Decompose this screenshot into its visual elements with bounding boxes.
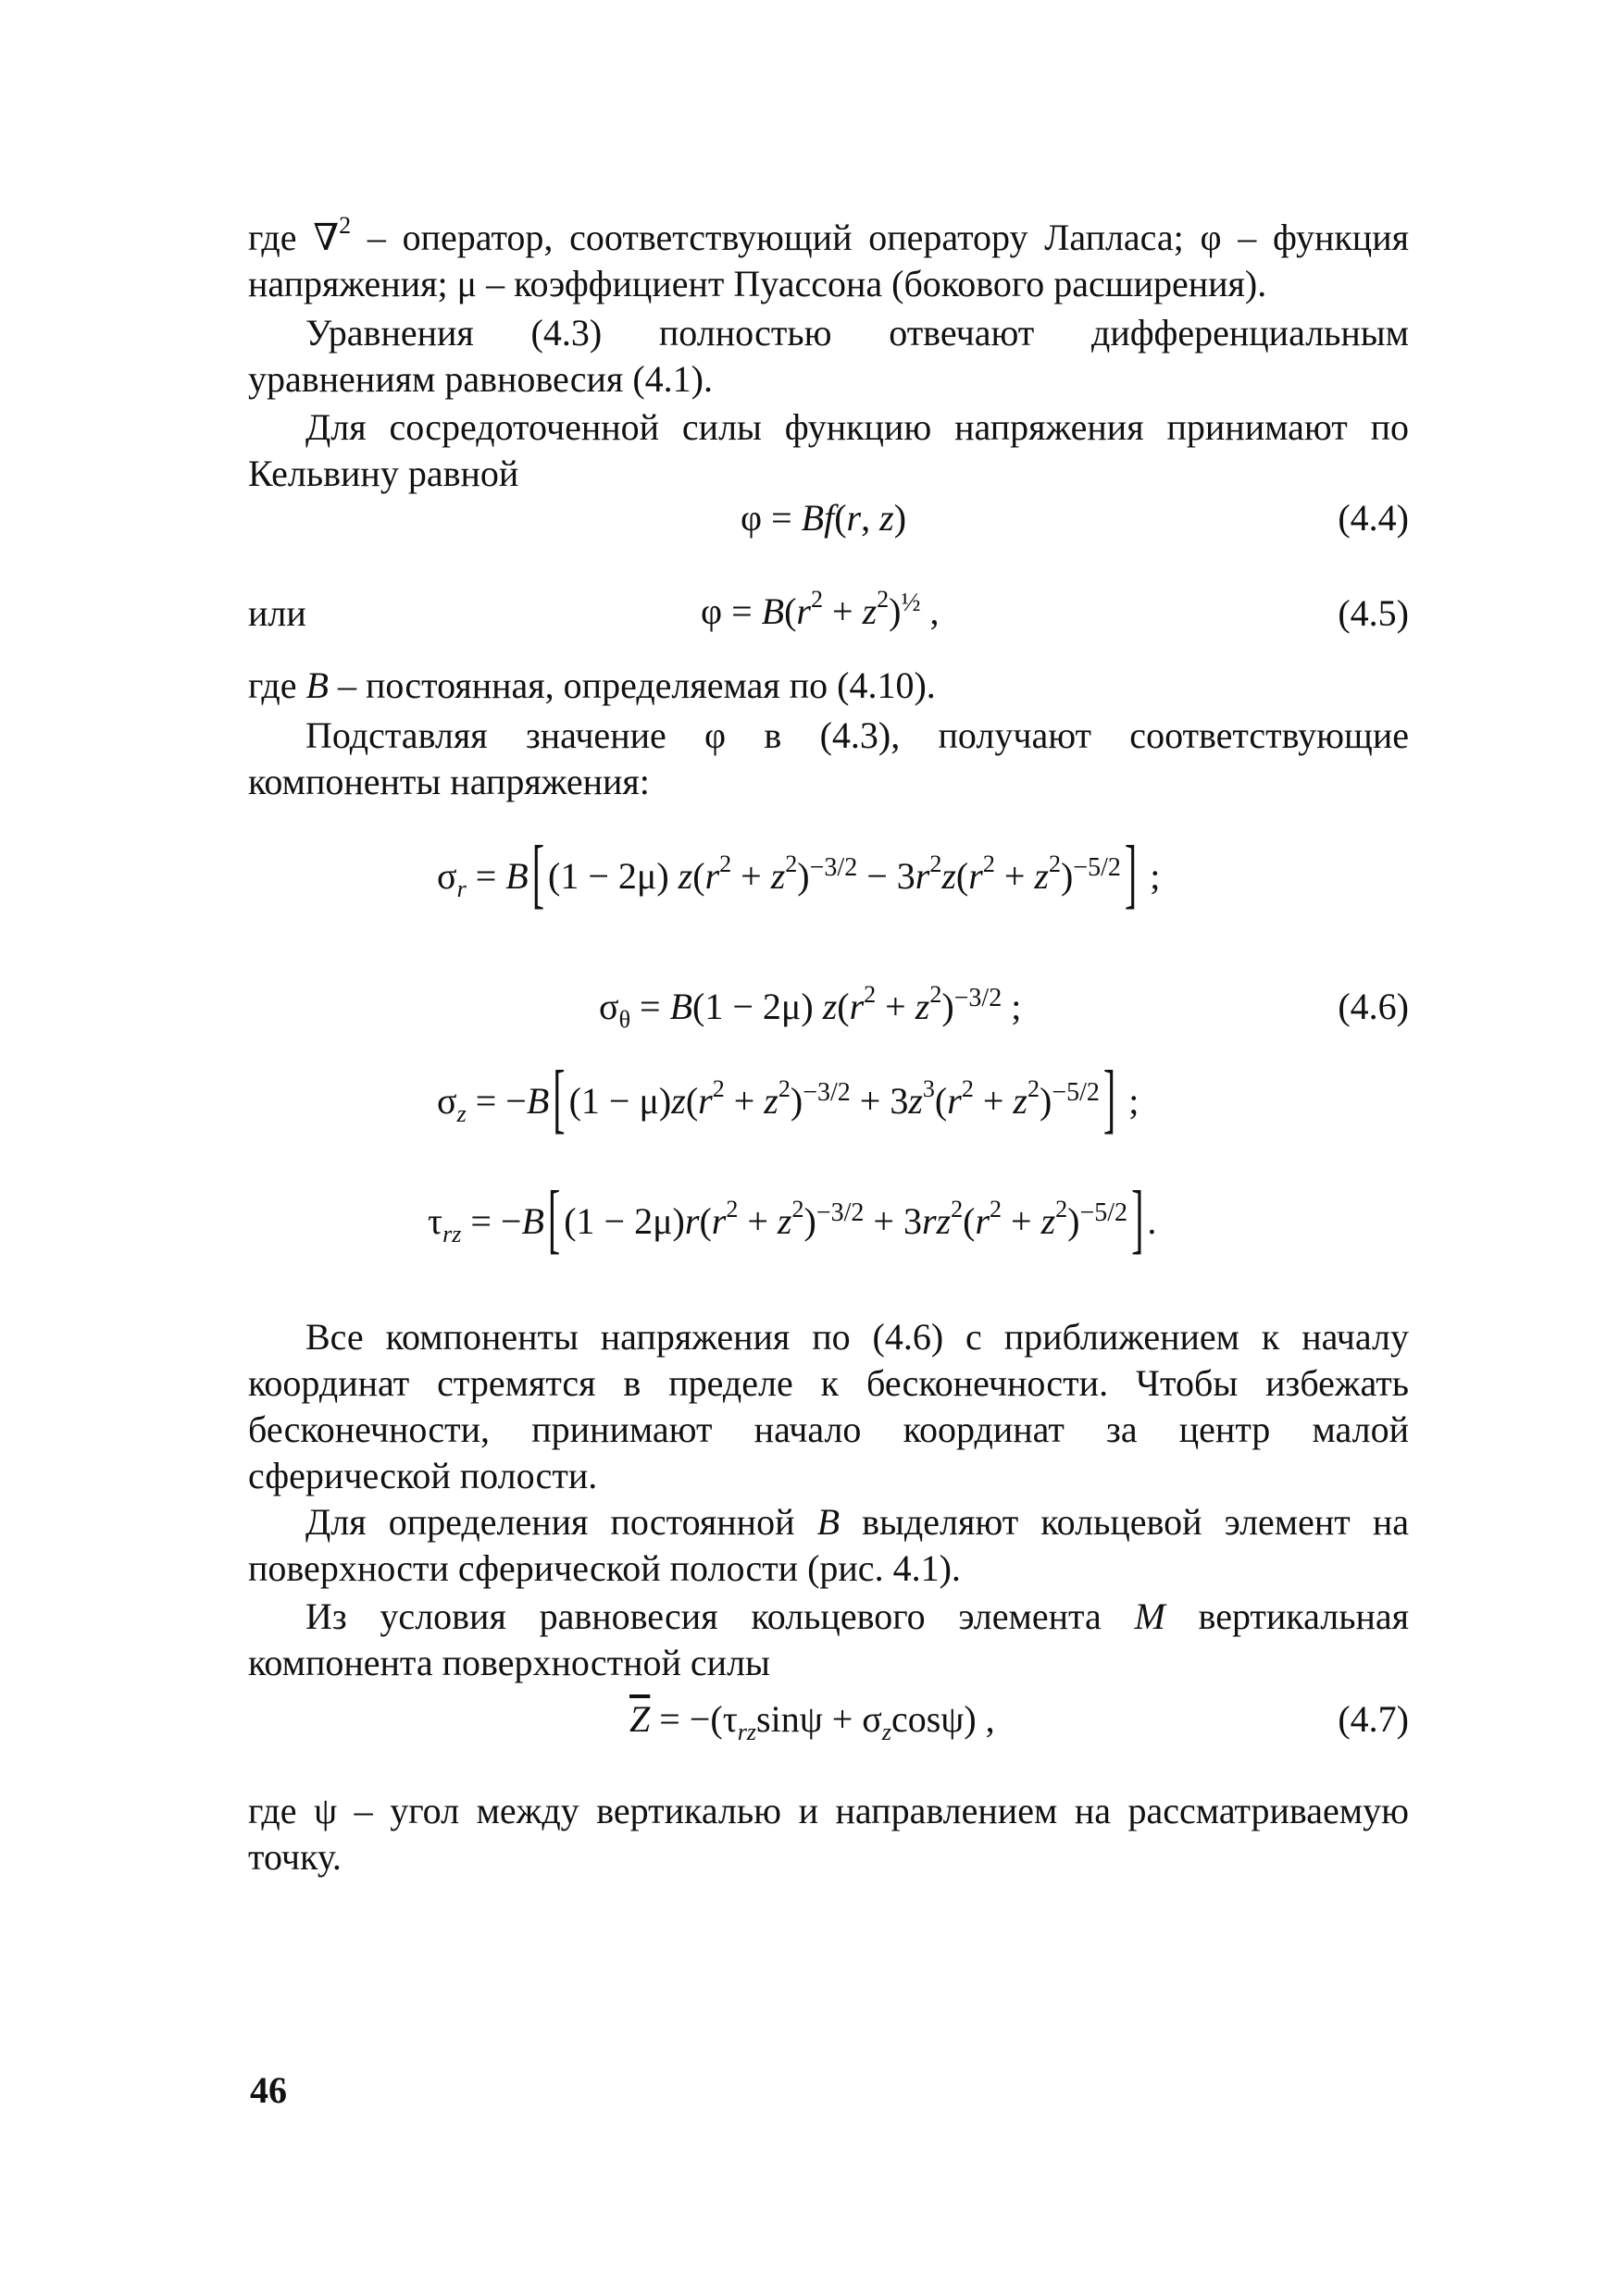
equation-sigma-z: $\sigma_z = -B$ [ $(1 - \mu)z(r^2 + z^2)^{-3/2} + 3z^3(r^2 + z^2)^{-5/2}$ ] ; [437, 1053, 1140, 1142]
equation-sigma-theta: $\sigma_\theta = B(1 - 2\mu) z(r^2 + z^2)^{-3/2}$ ; [599, 980, 1022, 1033]
equation-number-4-4: (4.4) [1338, 497, 1409, 539]
paragraph-2: Уравнения (4.3) полностью отвечают дифференциальным уравнениям равновесия (4.1). [248, 312, 1409, 400]
equation-4-7: $\overline{Z} = -(\tau_{rz}\sin\psi + \sigma_z\cos\psi)$ , [629, 1698, 995, 1745]
paragraph-8: Из условия равновесия кольцевого элемента M вертикальная компонента поверхностной силы [248, 1595, 1410, 1683]
equation-number-4-6: (4.6) [1338, 986, 1409, 1027]
equation-sigma-r: $\sigma_r = B$ [ (1 − 2μ) $z(r^2 + z^2)^{-3/2} - 3r^2z(r^2 + z^2)^{-5/2}$ ] ; [437, 828, 1161, 917]
paragraph-4: где B – постоянная, определяемая по (4.10). [248, 664, 936, 706]
equation-number-4-5: (4.5) [1338, 592, 1409, 634]
paragraph-6: Все компоненты напряжения по (4.6) с приближением к началу координат стремятся в пределе к бесконечности. Чтобы избежать бесконечности, принимают начало координат за центр малой сферической полости. [248, 1316, 1409, 1496]
equation-4-5: $\varphi = B(r^2 + z^2)^{\frac{1}{2}}$ , [701, 585, 940, 632]
paragraph-1: где ∇$^2$ – оператор, соответствующий оператору Лапласа; φ – функция напряжения; μ – коэффициент Пуассона (бокового расширения). [248, 211, 1409, 304]
or-label: или [248, 592, 306, 634]
paragraph-7: Для определения постоянной B выделяют кольцевой элемент на поверхности сферической полости (рис. 4.1). [248, 1501, 1410, 1589]
paragraph-3: Для сосредоточенной силы функцию напряжения принимают по Кельвину равной [248, 406, 1409, 494]
equation-tau-rz: $\tau_{rz} = -B$ [ $(1 - 2\mu)r(r^2 + z^2)^{-3/2} + 3rz^2(r^2 + z^2)^{-5/2}$ ] . [428, 1173, 1157, 1262]
paragraph-5: Подставляя значение φ в (4.3), получают соответствующие компоненты напряжения: [248, 714, 1409, 802]
equation-number-4-7: (4.7) [1338, 1698, 1409, 1740]
paragraph-9: где ψ – угол между вертикалью и направлением на рассматриваемую точку. [248, 1790, 1409, 1878]
page-number: 46 [250, 2069, 287, 2111]
equation-4-4: φ = Bf(r, z) [741, 497, 907, 539]
